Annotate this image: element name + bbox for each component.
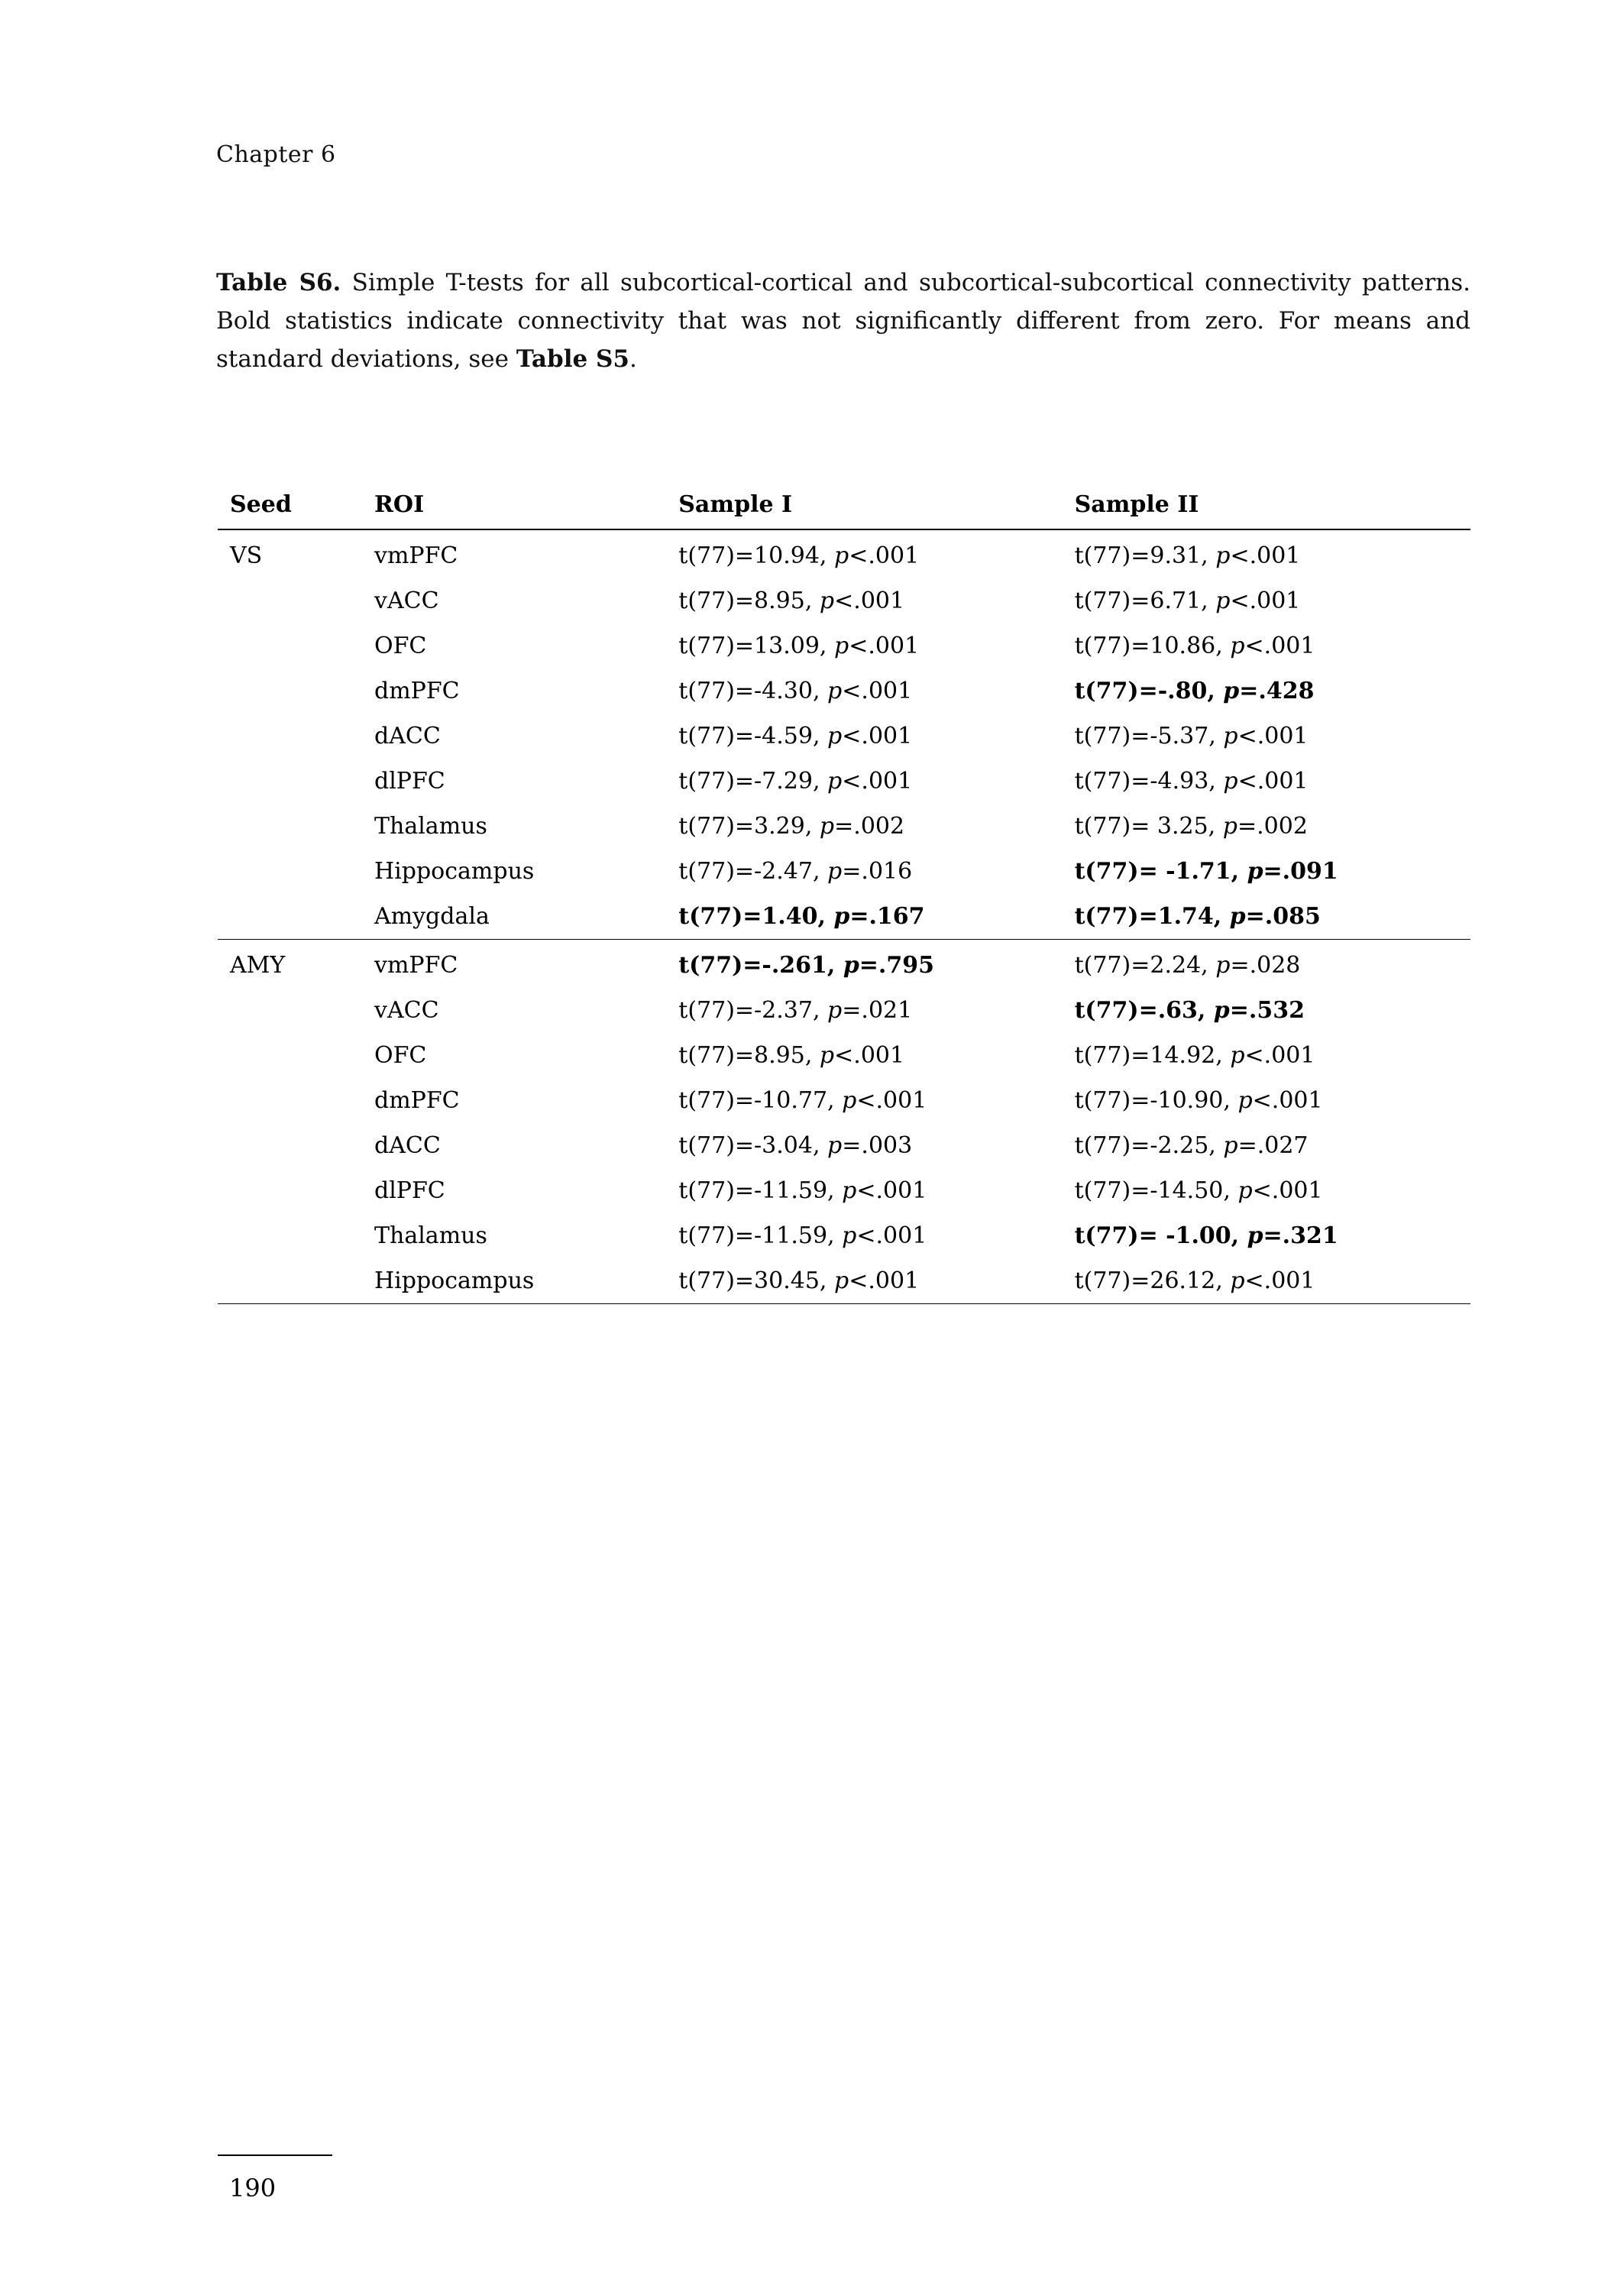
cell-sample-1 xyxy=(678,849,1074,894)
table-row xyxy=(218,578,1470,623)
table-row xyxy=(218,894,1470,940)
cell-sample-1 xyxy=(678,578,1074,623)
table-row xyxy=(218,1213,1470,1258)
stat-sample-1: t(77)=-11.59, p<.001 xyxy=(678,1177,927,1204)
cell-sample-2 xyxy=(1075,1213,1470,1258)
stat-sample-1: t(77)=8.95, p<.001 xyxy=(678,588,905,614)
cell-roi: Thalamus xyxy=(374,813,487,840)
cell-seed xyxy=(218,1033,374,1078)
column-header-roi: ROI xyxy=(374,485,678,529)
page-number: 190 xyxy=(229,2174,277,2203)
cell-seed xyxy=(218,988,374,1033)
table-row xyxy=(218,1123,1470,1168)
table-row xyxy=(218,1168,1470,1213)
cell-sample-1 xyxy=(678,988,1074,1033)
stat-sample-2: t(77)=26.12, p<.001 xyxy=(1074,1267,1315,1294)
stat-sample-2: t(77)=-14.50, p<.001 xyxy=(1074,1177,1323,1204)
cell-roi: dmPFC xyxy=(374,678,460,704)
cell-sample-1 xyxy=(678,1213,1074,1258)
stat-sample-2: t(77)=-5.37, p<.001 xyxy=(1074,723,1309,749)
table-row xyxy=(218,1258,1470,1304)
cell-sample-1 xyxy=(678,940,1074,989)
cell-sample-2 xyxy=(1075,1168,1470,1213)
cell-roi: vACC xyxy=(374,997,439,1024)
table-body xyxy=(218,529,1470,1304)
cell-sample-1 xyxy=(678,804,1074,849)
table-row xyxy=(218,940,1470,989)
stat-sample-2: t(77)= 3.25, p=.002 xyxy=(1074,813,1308,840)
cell-sample-2 xyxy=(1075,1258,1470,1304)
cell-seed xyxy=(218,1168,374,1213)
footer-divider xyxy=(218,2154,332,2156)
cell-roi: dACC xyxy=(374,723,441,749)
cell-sample-2 xyxy=(1075,1123,1470,1168)
table-row xyxy=(218,759,1470,804)
cell-sample-1 xyxy=(678,529,1074,578)
cell-seed xyxy=(218,578,374,623)
cell-sample-2 xyxy=(1075,578,1470,623)
stat-sample-2: t(77)=14.92, p<.001 xyxy=(1074,1042,1315,1069)
cell-sample-1 xyxy=(678,894,1074,940)
cell-sample-2 xyxy=(1075,623,1470,668)
cell-seed xyxy=(218,1078,374,1123)
cell-roi: dlPFC xyxy=(374,768,445,795)
table-row xyxy=(218,714,1470,759)
stat-sample-2: t(77)= -1.00, p=.321 xyxy=(1074,1222,1338,1249)
cell-sample-2 xyxy=(1075,759,1470,804)
stat-sample-2: t(77)=1.74, p=.085 xyxy=(1074,903,1321,930)
cell-sample-1 xyxy=(678,1168,1074,1213)
cell-sample-2 xyxy=(1075,849,1470,894)
cell-roi: dmPFC xyxy=(374,1087,460,1114)
cell-sample-2 xyxy=(1075,894,1470,940)
cell-roi: vACC xyxy=(374,588,439,614)
cell-seed xyxy=(218,804,374,849)
cell-roi: dlPFC xyxy=(374,1177,445,1204)
stat-sample-2: t(77)=-4.93, p<.001 xyxy=(1074,768,1309,795)
cell-seed xyxy=(218,1123,374,1168)
cell-roi: Thalamus xyxy=(374,1222,487,1249)
cell-sample-2 xyxy=(1075,1033,1470,1078)
cell-roi: Hippocampus xyxy=(374,1258,678,1304)
table-row xyxy=(218,529,1470,578)
stat-sample-2: t(77)=2.24, p=.028 xyxy=(1074,952,1301,979)
stat-sample-2: t(77)=-10.90, p<.001 xyxy=(1074,1087,1323,1114)
stat-sample-1: t(77)=-11.59, p<.001 xyxy=(678,1222,927,1249)
column-header-sample-1: Sample I xyxy=(678,485,1074,529)
stat-sample-1: t(77)=1.40, p=.167 xyxy=(678,903,925,930)
cell-sample-2 xyxy=(1075,668,1470,714)
cell-sample-1 xyxy=(678,1078,1074,1123)
table-row xyxy=(218,1033,1470,1078)
stat-sample-1: t(77)=-3.04, p=.003 xyxy=(678,1132,913,1159)
stats-table xyxy=(218,485,1470,1304)
table-row xyxy=(218,1078,1470,1123)
running-head: Chapter 6 xyxy=(216,141,336,168)
cell-seed xyxy=(218,714,374,759)
stat-sample-2: t(77)= -1.71, p=.091 xyxy=(1074,858,1338,885)
caption-label: Table S6. xyxy=(216,269,341,296)
cell-seed xyxy=(218,1213,374,1258)
stat-sample-1: t(77)=10.94, p<.001 xyxy=(678,542,920,569)
table-caption xyxy=(216,264,1470,379)
cell-sample-2 xyxy=(1075,714,1470,759)
cell-sample-1 xyxy=(678,1033,1074,1078)
cell-sample-2 xyxy=(1075,988,1470,1033)
cell-seed: VS xyxy=(218,529,374,578)
stat-sample-2: t(77)=-2.25, p=.027 xyxy=(1074,1132,1309,1159)
stat-sample-1: t(77)=-2.47, p=.016 xyxy=(678,858,913,885)
cell-sample-1 xyxy=(678,623,1074,668)
cell-sample-2 xyxy=(1075,804,1470,849)
stat-sample-1: t(77)=3.29, p=.002 xyxy=(678,813,905,840)
cell-roi: dACC xyxy=(374,1132,441,1159)
stat-sample-2: t(77)=10.86, p<.001 xyxy=(1074,633,1315,659)
table-row xyxy=(218,623,1470,668)
stat-sample-1: t(77)=-7.29, p<.001 xyxy=(678,768,913,795)
column-header-seed: Seed xyxy=(218,485,374,529)
stat-sample-1: t(77)=-2.37, p=.021 xyxy=(678,997,913,1024)
stat-sample-1: t(77)=-4.30, p<.001 xyxy=(678,678,913,704)
cell-sample-1 xyxy=(678,759,1074,804)
cell-sample-1 xyxy=(678,668,1074,714)
cell-roi: Hippocampus xyxy=(374,858,535,885)
table-row xyxy=(218,988,1470,1033)
cell-seed: AMY xyxy=(218,940,374,989)
caption-text-part2: . xyxy=(629,345,637,374)
cell-seed xyxy=(218,849,374,894)
cell-seed xyxy=(218,1258,374,1304)
stat-sample-2: t(77)=-.80, p=.428 xyxy=(1074,678,1315,704)
cell-sample-1 xyxy=(678,1258,1074,1304)
caption-cross-reference: Table S5 xyxy=(516,345,629,374)
table-row xyxy=(218,849,1470,894)
cell-sample-2 xyxy=(1075,529,1470,578)
stat-sample-1: t(77)=13.09, p<.001 xyxy=(678,633,920,659)
cell-seed xyxy=(218,623,374,668)
column-header-sample-2: Sample II xyxy=(1075,485,1470,529)
stat-sample-1: t(77)=-4.59, p<.001 xyxy=(678,723,913,749)
table-header xyxy=(218,485,1470,529)
cell-roi: Amygdala xyxy=(374,903,490,930)
cell-roi: vmPFC xyxy=(374,940,678,989)
cell-roi: vmPFC xyxy=(374,529,678,578)
cell-roi: OFC xyxy=(374,633,427,659)
cell-sample-2 xyxy=(1075,1078,1470,1123)
cell-seed xyxy=(218,894,374,940)
cell-sample-1 xyxy=(678,1123,1074,1168)
cell-sample-1 xyxy=(678,714,1074,759)
stat-sample-1: t(77)=30.45, p<.001 xyxy=(678,1267,920,1294)
cell-roi: OFC xyxy=(374,1042,427,1069)
table-row xyxy=(218,804,1470,849)
stat-sample-2: t(77)=6.71, p<.001 xyxy=(1074,588,1301,614)
table-row xyxy=(218,668,1470,714)
stat-sample-2: t(77)=.63, p=.532 xyxy=(1074,997,1305,1024)
stat-sample-1: t(77)=-10.77, p<.001 xyxy=(678,1087,927,1114)
stat-sample-2: t(77)=9.31, p<.001 xyxy=(1074,542,1301,569)
cell-seed xyxy=(218,759,374,804)
stat-sample-1: t(77)=-.261, p=.795 xyxy=(678,952,934,979)
cell-seed xyxy=(218,668,374,714)
cell-sample-2 xyxy=(1075,940,1470,989)
caption-text-part1: Simple T-tests for all subcortical-cortical and subcortical-subcortical connectivity patterns. Bold statistics indicate connectivity that was not significantly different from zero. For means and standard deviations, see xyxy=(216,269,1471,374)
stat-sample-1: t(77)=8.95, p<.001 xyxy=(678,1042,905,1069)
